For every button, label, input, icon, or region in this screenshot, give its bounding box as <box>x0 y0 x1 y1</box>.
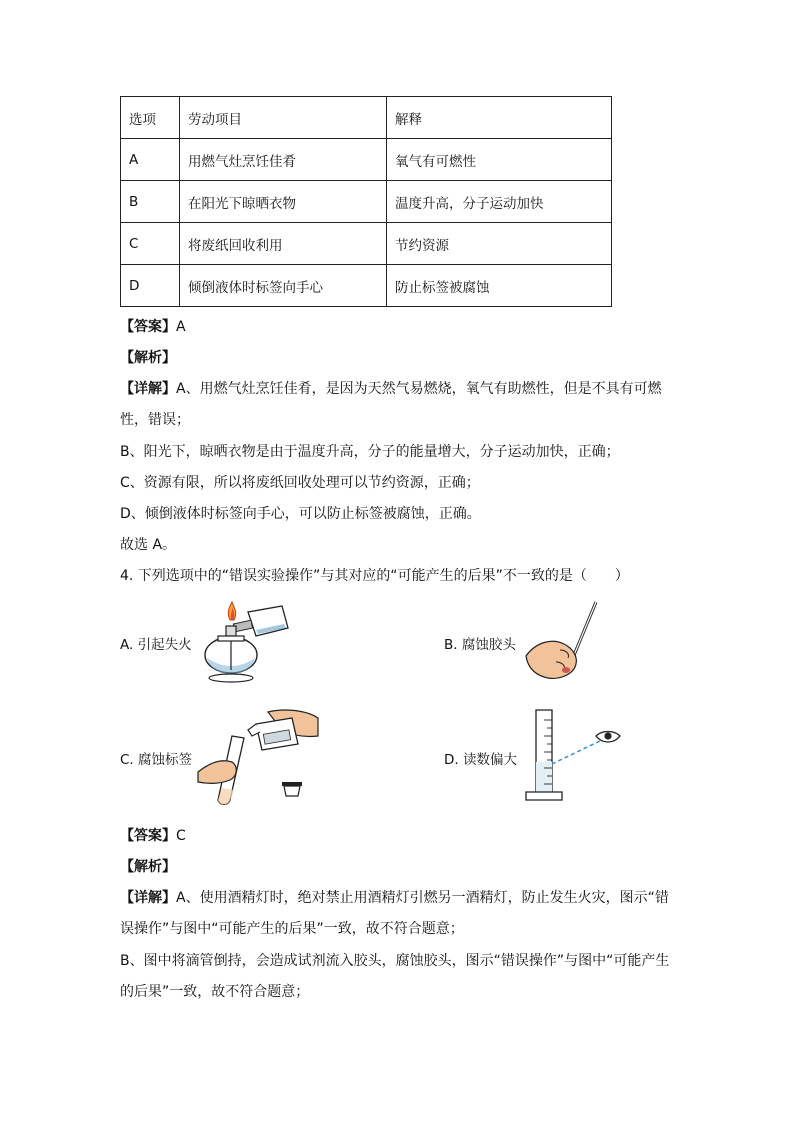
table-row <box>121 265 612 307</box>
q4-detail-a-line1 <box>120 887 669 907</box>
q4-detail-a-line2: 误操作”与图中“可能产生的后果”一致，故不符合题意； <box>120 921 464 937</box>
table-cell: D <box>121 265 180 307</box>
detail-tag: 【详解】 <box>120 381 176 397</box>
answer-value: A <box>176 319 186 335</box>
pouring-liquid-label-icon <box>198 708 322 808</box>
table-cell: 用燃气灶烹饪佳肴 <box>180 139 387 181</box>
table-header-cell: 劳动项目 <box>180 97 387 139</box>
table-cell: 温度升高，分子运动加快 <box>387 181 612 223</box>
q4-answer-line <box>120 825 186 845</box>
table-row <box>121 223 612 265</box>
detail-text: A、用燃气灶烹饪佳肴，是因为天然气易燃烧，氧气有助燃性，但是不具有可燃 <box>176 381 662 397</box>
table-cell: 防止标签被腐蚀 <box>387 265 612 307</box>
table-cell: C <box>121 223 180 265</box>
answer-value: C <box>176 828 186 844</box>
q3-detail-d: D、倾倒液体时标签向手心，可以防止标签被腐蚀，正确。 <box>120 506 481 522</box>
option-letter: C. <box>120 752 134 768</box>
options-table <box>120 96 612 307</box>
q3-conclusion: 故选 A。 <box>120 537 177 553</box>
answer-tag: 【答案】 <box>120 319 176 335</box>
table-row <box>121 139 612 181</box>
table-cell: 在阳光下晾晒衣物 <box>180 181 387 223</box>
table-cell: 氧气有可燃性 <box>387 139 612 181</box>
table-header-cell: 解释 <box>387 97 612 139</box>
dropper-held-upside-down-icon <box>520 600 602 686</box>
table-header-cell: 选项 <box>121 97 180 139</box>
answer-tag: 【答案】 <box>120 828 176 844</box>
option-d-label <box>444 748 517 768</box>
q4-analysis-tag: 【解析】 <box>120 859 176 875</box>
table-cell: B <box>121 181 180 223</box>
q3-detail-c: C、资源有限，所以将废纸回收处理可以节约资源，正确； <box>120 475 480 491</box>
option-text: 腐蚀胶头 <box>461 637 516 653</box>
option-a-label <box>120 633 192 653</box>
alcohol-lamp-lighting-icon <box>196 600 292 684</box>
table-cell: 将废纸回收利用 <box>180 223 387 265</box>
graduated-cylinder-reading-icon <box>522 706 624 804</box>
q3-detail-b: B、阳光下，晾晒衣物是由于温度升高，分子的能量增大，分子运动加快，正确； <box>120 444 620 460</box>
table-cell: 节约资源 <box>387 223 612 265</box>
option-b-label <box>444 633 516 653</box>
q3-answer-line <box>120 316 186 336</box>
table-row <box>121 181 612 223</box>
q4-detail-b-line1: B、图中将滴管倒持，会造成试剂流入胶头，腐蚀胶头，图示“错误操作”与图中“可能产生 <box>120 953 670 969</box>
detail-text: A、使用酒精灯时，绝对禁止用酒精灯引燃另一酒精灯，防止发生火灾，图示“错 <box>176 890 669 906</box>
q3-detail-a-line1 <box>120 378 662 398</box>
table-header-row <box>121 97 612 139</box>
option-text: 腐蚀标签 <box>138 752 193 768</box>
q4-detail-b-line2: 的后果”一致，故不符合题意； <box>120 984 310 1000</box>
option-text: 引起失火 <box>137 637 192 653</box>
q3-detail-a-line2: 性，错误； <box>120 412 190 428</box>
option-letter: A. <box>120 637 134 653</box>
option-c-label <box>120 748 192 768</box>
option-letter: B. <box>444 637 458 653</box>
q3-analysis-tag: 【解析】 <box>120 350 176 366</box>
option-letter: D. <box>444 752 459 768</box>
table-cell: 倾倒液体时标签向手心 <box>180 265 387 307</box>
q4-stem: 4. 下列选项中的“错误实验操作”与其对应的“可能产生的后果”不一致的是（ ） <box>120 568 629 584</box>
table-cell: A <box>121 139 180 181</box>
detail-tag: 【详解】 <box>120 890 176 906</box>
option-text: 读数偏大 <box>462 752 517 768</box>
